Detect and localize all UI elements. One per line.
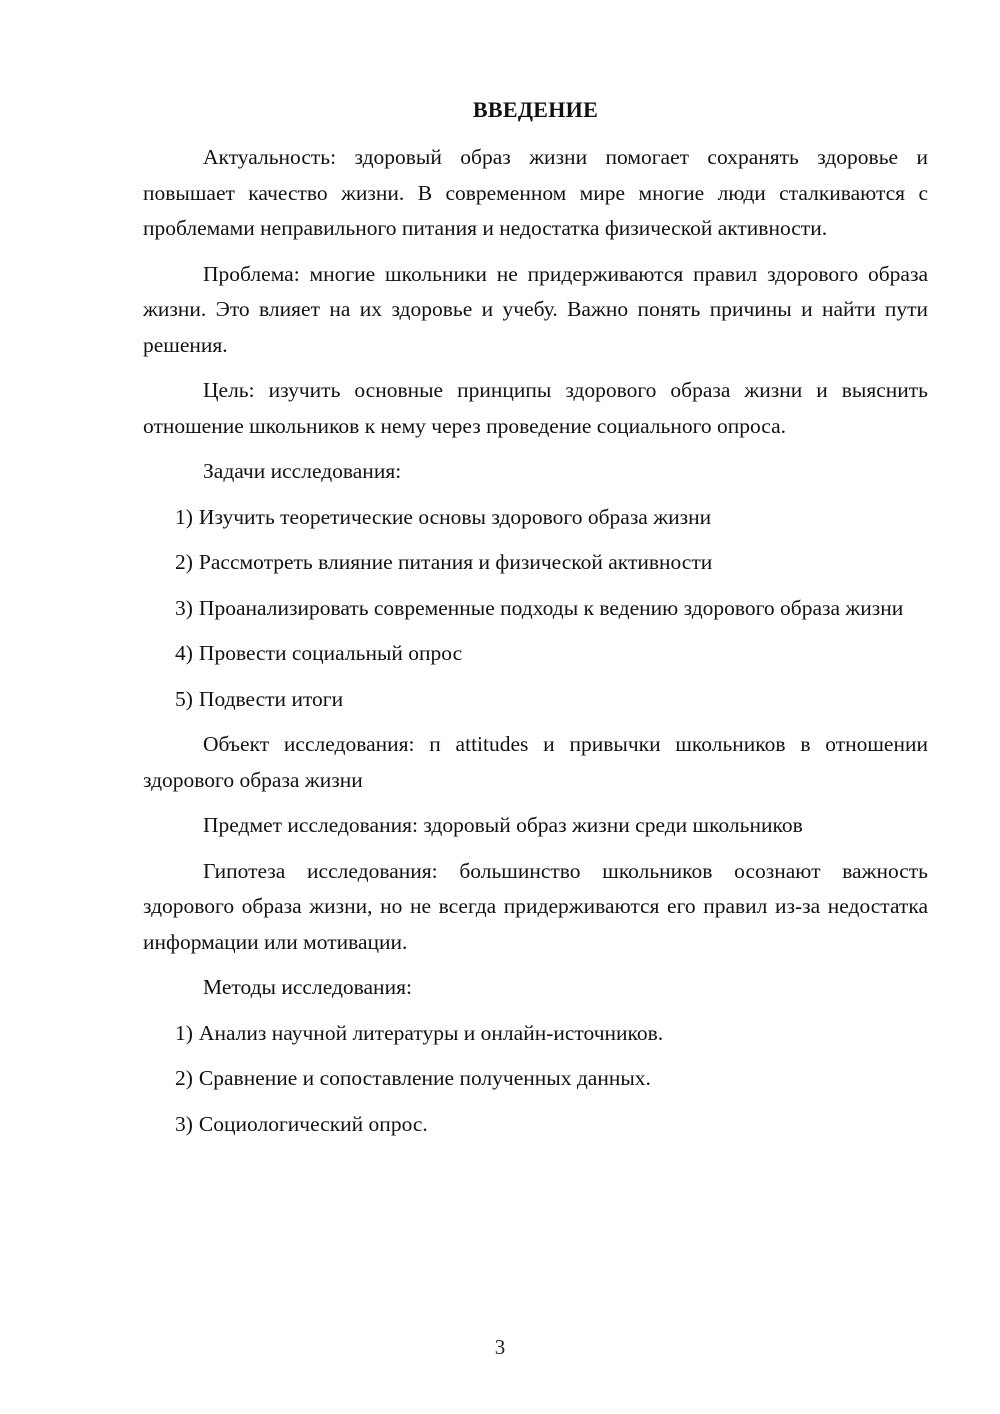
method-number: 2) bbox=[175, 1066, 193, 1090]
document-page bbox=[143, 94, 928, 1152]
method-text: Анализ научной литературы и онлайн-источников. bbox=[198, 1020, 664, 1045]
method-number: 1) bbox=[175, 1020, 193, 1045]
task-text: Провести социальный опрос bbox=[198, 641, 463, 665]
task-number: 4) bbox=[175, 641, 193, 665]
task-number: 2) bbox=[175, 550, 193, 574]
problem-paragraph: Проблема: многие школьники не придерживаются правил здорового образа жизни. Это влияет на их здоровье и учебу. Важно понять причины и найти пути решения. bbox=[143, 261, 928, 357]
task-item bbox=[143, 545, 928, 581]
page-title: ВВЕДЕНИЕ bbox=[472, 97, 599, 122]
method-text: Сравнение и сопоставление полученных данных. bbox=[198, 1066, 651, 1090]
methods-heading: Методы исследования: bbox=[203, 975, 412, 999]
task-number: 3) bbox=[175, 595, 193, 620]
task-item bbox=[143, 591, 928, 627]
method-item bbox=[143, 1061, 928, 1097]
relevance-paragraph: Актуальность: здоровый образ жизни помогает сохранять здоровье и повышает качество жизни. В современном мире многие люди сталкиваются с проблемами неправильного питания и недостатка физической активности. bbox=[143, 145, 928, 240]
method-item bbox=[143, 1016, 928, 1052]
tasks-heading: Задачи исследования: bbox=[203, 459, 402, 483]
task-number: 1) bbox=[175, 504, 193, 529]
object-paragraph: Объект исследования: п attitudes и привычки школьников в отношении здорового образа жизни bbox=[143, 732, 928, 792]
method-number: 3) bbox=[175, 1111, 193, 1136]
task-text: Рассмотреть влияние питания и физической активности bbox=[198, 550, 713, 574]
task-text: Подвести итоги bbox=[198, 686, 344, 711]
page-number: 3 bbox=[494, 1335, 506, 1359]
subject-paragraph: Предмет исследования: здоровый образ жизни среди школьников bbox=[203, 813, 803, 837]
method-text: Социологический опрос. bbox=[198, 1111, 428, 1136]
task-item bbox=[143, 682, 928, 718]
task-item bbox=[143, 500, 928, 536]
goal-paragraph: Цель: изучить основные принципы здорового образа жизни и выяснить отношение школьников к нему через проведение социального опроса. bbox=[143, 378, 928, 438]
task-text: Изучить теоретические основы здорового образа жизни bbox=[198, 504, 712, 529]
task-item bbox=[143, 636, 928, 672]
task-text: Проанализировать современные подходы к ведению здорового образа жизни bbox=[198, 595, 904, 620]
hypothesis-paragraph: Гипотеза исследования: большинство школьников осознают важность здорового образа жизни, но не всегда придерживаются его правил из-за недостатка информации или мотивации. bbox=[143, 858, 928, 954]
task-number: 5) bbox=[175, 686, 193, 711]
method-item bbox=[143, 1107, 928, 1143]
